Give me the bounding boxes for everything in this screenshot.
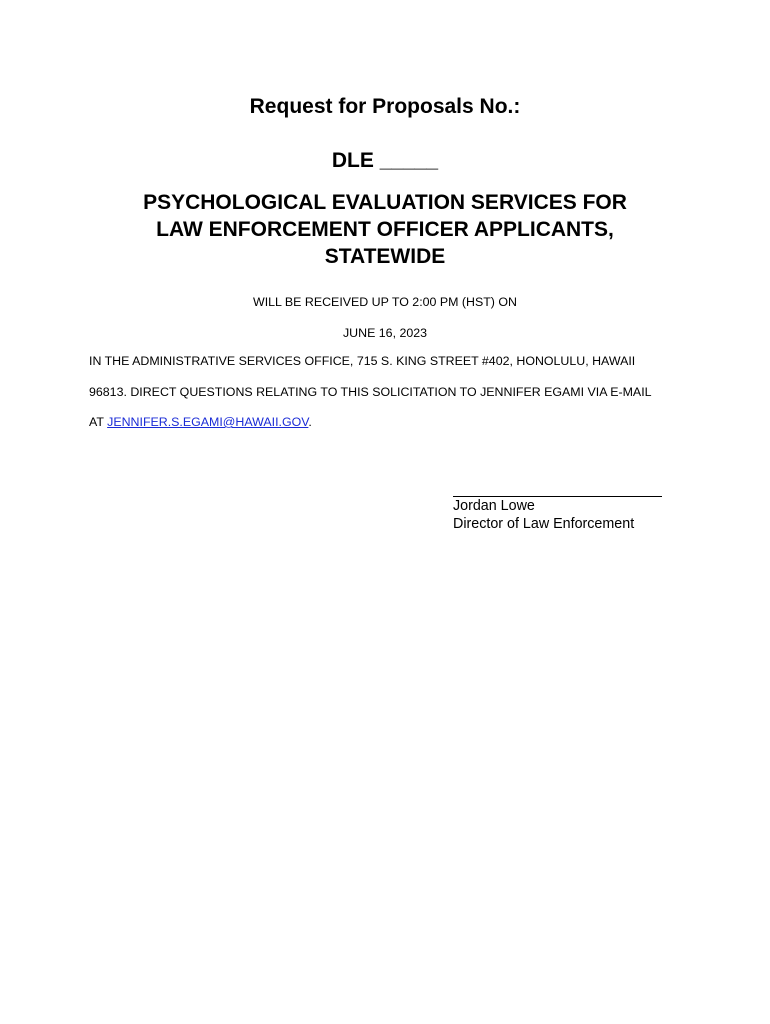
contact-line — [89, 414, 312, 430]
submission-address-line: IN THE ADMINISTRATIVE SERVICES OFFICE, 715 S. KING STREET #402, HONOLULU, HAWAII — [89, 354, 636, 368]
signature-line — [453, 482, 662, 497]
signatory-title: Director of Law Enforcement — [453, 516, 635, 532]
signatory-name: Jordan Lowe — [453, 498, 535, 514]
project-title-line-2: LAW ENFORCEMENT OFFICER APPLICANTS, — [156, 218, 614, 241]
project-title-line-3: STATEWIDE — [324, 245, 446, 268]
contact-email-link[interactable]: JENNIFER.S.EGAMI@HAWAII.GOV — [107, 415, 309, 429]
due-date: JUNE 16, 2023 — [342, 326, 428, 340]
rfp-number: DLE _____ — [331, 149, 439, 172]
questions-instruction-line: 96813. DIRECT QUESTIONS RELATING TO THIS SOLICITATION TO JENNIFER EGAMI VIA E-MAIL — [89, 385, 652, 399]
contact-prefix: AT — [89, 415, 108, 429]
project-title — [0, 189, 770, 270]
signature-block — [453, 482, 753, 533]
received-notice: WILL BE RECEIVED UP TO 2:00 PM (HST) ON — [253, 295, 517, 309]
rfp-heading: Request for Proposals No.: — [249, 95, 521, 118]
contact-suffix: . — [308, 415, 312, 429]
project-title-line-1: PSYCHOLOGICAL EVALUATION SERVICES FOR — [143, 191, 627, 214]
